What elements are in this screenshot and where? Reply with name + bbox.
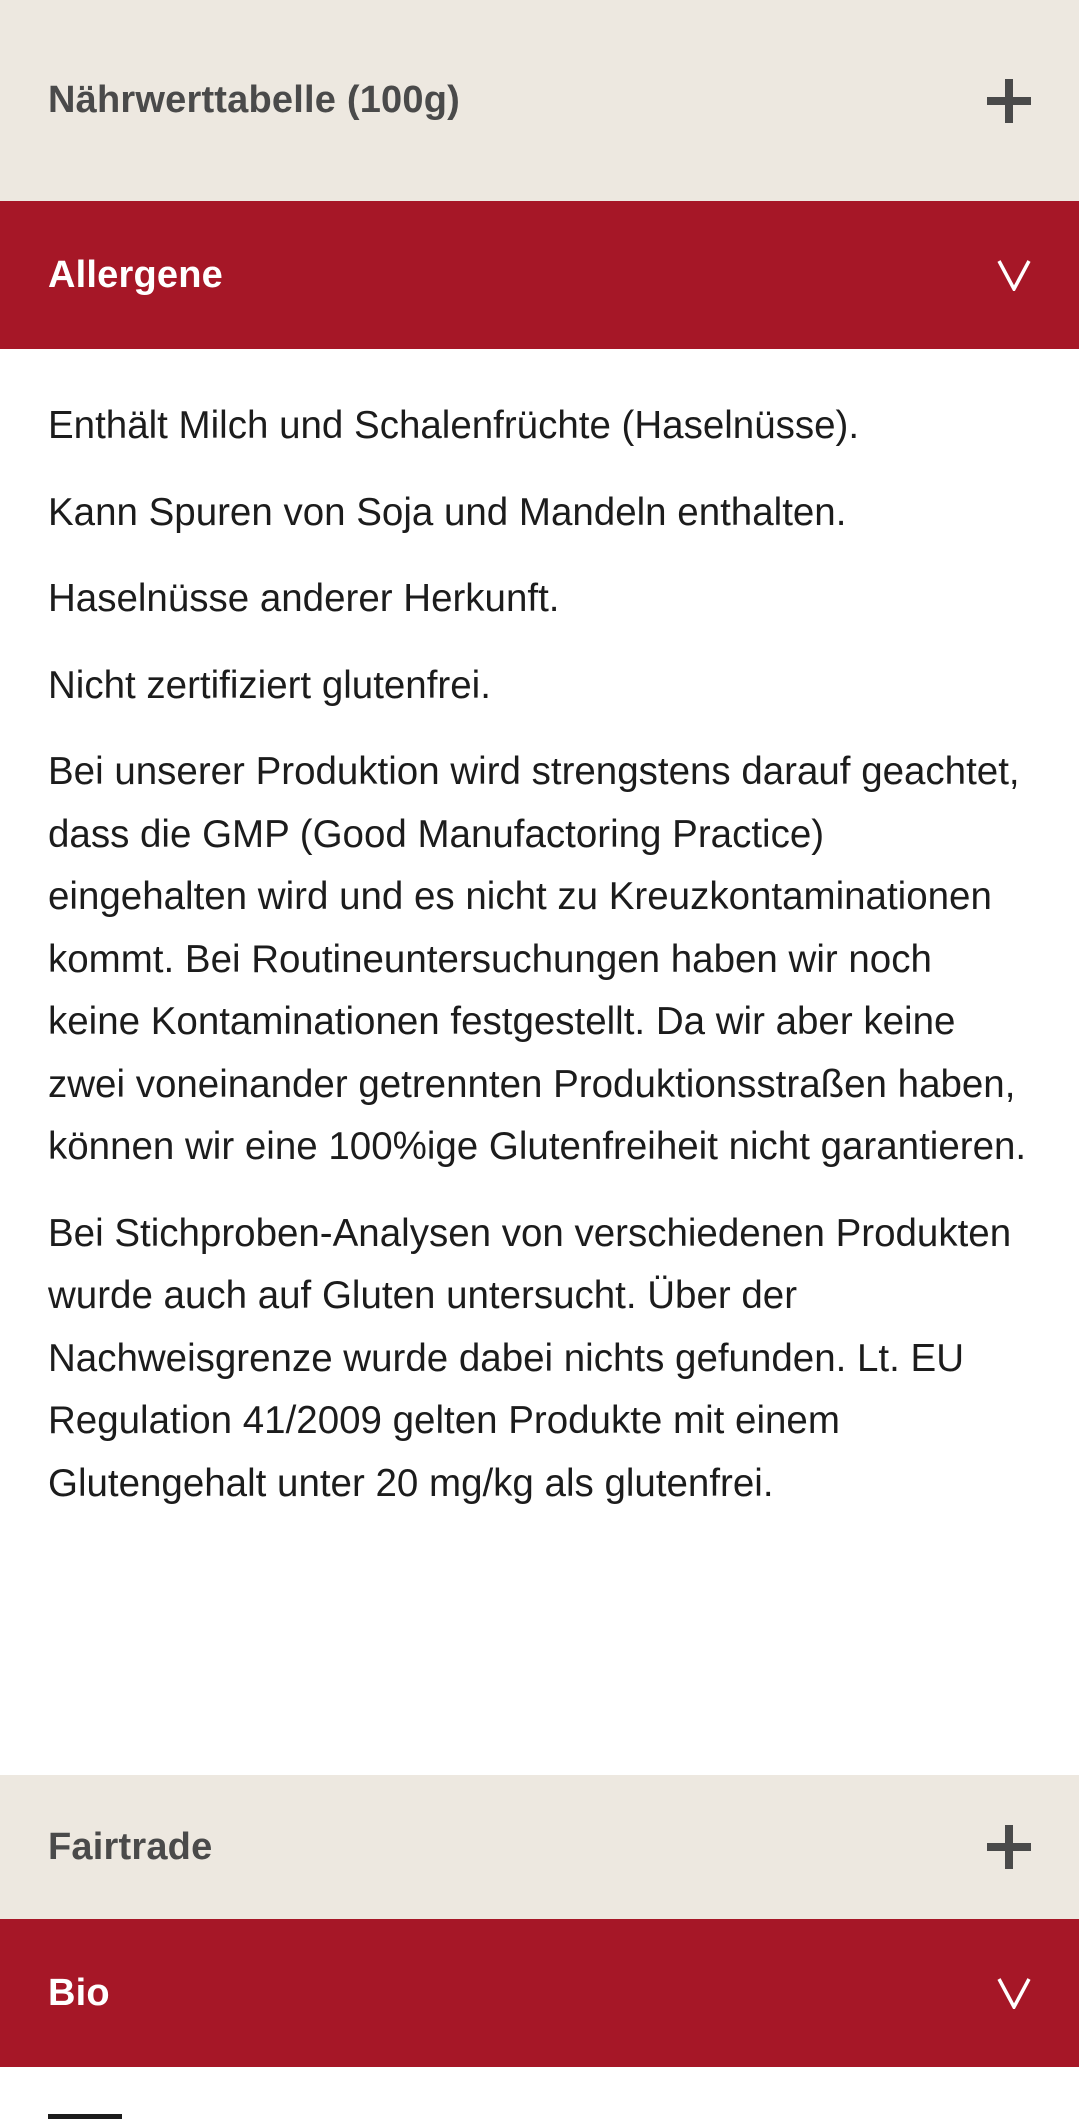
chevron-down-icon[interactable] (997, 259, 1031, 291)
plus-icon[interactable] (987, 79, 1031, 123)
plus-icon[interactable] (987, 1825, 1031, 1869)
accordion-title: Fairtrade (48, 1825, 213, 1868)
accordion-header-bio[interactable] (0, 1919, 1079, 2067)
allergene-text: Kann Spuren von Soja und Mandeln enthalten. (48, 490, 847, 534)
allergene-text: Enthält Milch und Schalenfrüchte (Haselnüsse). (48, 404, 860, 447)
accordion-body-allergene (0, 395, 1079, 1515)
accordion-header-fairtrade[interactable] (0, 1775, 1079, 1919)
chevron-down-icon[interactable] (997, 1977, 1031, 2009)
allergene-text: Nicht zertifiziert glutenfrei. (48, 663, 491, 707)
accordion-title: Allergene (48, 253, 223, 296)
allergene-text: Bei Stichproben-Analysen von verschiedenen Produkten wurde auch auf Gluten untersucht. Über der Nachweisgrenze wurde dabei nichts gefunden. Lt. EU Regulation 41/2009 gelten Produkte mit einem Glutengehalt unter 20 mg/kg als glutenfrei. (48, 1211, 1012, 1505)
content-stub (48, 2114, 122, 2119)
accordion-title: Nährwerttabelle (100g) (48, 79, 460, 121)
allergene-text: Haselnüsse anderer Herkunft. (48, 577, 560, 620)
allergene-text: Bei unserer Produktion wird strengstens darauf geachtet, dass die GMP (Good Manufactoring Practice) eingehalten wird und es nicht zu Kreuzkontaminationen kommt. Bei Routineuntersuchungen haben wir noch keine Kontaminationen festgestellt. Da wir aber keine zwei voneinander getrennten Produktionsstraßen haben, können wir eine 100%ige Glutenfreiheit nicht garantieren. (48, 750, 1027, 1168)
accordion-title: Bio (48, 1971, 110, 2014)
accordion-header-allergene[interactable] (0, 201, 1079, 349)
accordion-header-naehrwerttabelle[interactable] (0, 0, 1079, 201)
